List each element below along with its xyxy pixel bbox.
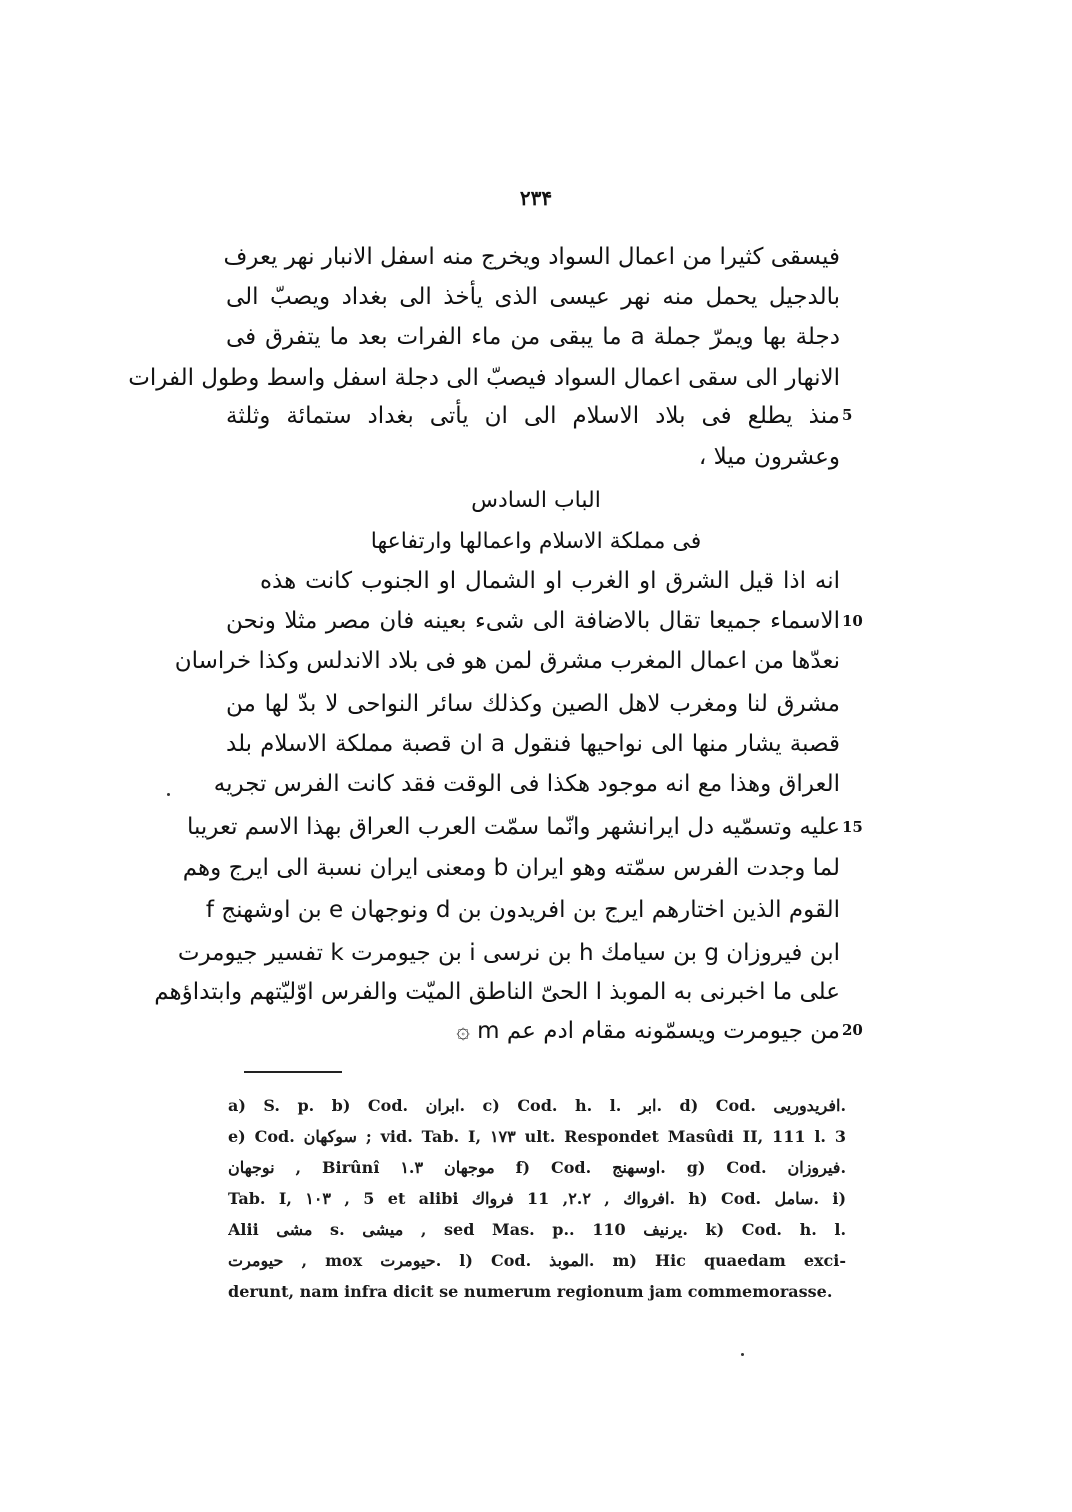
text-line: انه اذا قيل الشرق او الغرب او الشمال او الجنوب كانت هذه bbox=[260, 568, 840, 594]
text-line: من جيومرت ويسمّونه مقام ادم عم m ۞ bbox=[456, 1018, 840, 1044]
text-line: الاسماء جميعا تقال بالاضافة الى شىء بعينه فان مصر مثلا ونحن bbox=[226, 608, 840, 634]
footnote-line: a) S. p. b) Cod. ابران. c) Cod. h. l. ابر. d) Cod. افريدوريى. bbox=[228, 1096, 846, 1115]
text-line: على ما اخبرنى به الموبذ l الحىّ الناطق الميّت والفرس اوّليّتهم وابتداؤهم bbox=[154, 979, 840, 1005]
text-line: قصبة يشار منها الى نواحيها فنقول a ان قصبة مملكة الاسلام بلد bbox=[226, 731, 840, 757]
footnote-line: Alii مشى s. ميشى , sed Mas. p.. 110 يرنيف. k) Cod. h. l. bbox=[228, 1220, 846, 1239]
footnotes bbox=[228, 1090, 846, 1307]
text-line: نعدّها من اعمال المغرب مشرق لمن هو فى بلاد الاندلس وكذا خراسان bbox=[174, 648, 840, 674]
line-number: 15 bbox=[842, 818, 863, 836]
text-line: القوم الذين اختارهم ايرج بن افريدون بن d ونوجهان e بن اوشهنج f bbox=[205, 897, 840, 923]
chapter-heading: الباب السادس bbox=[471, 488, 601, 513]
line-number: 10 bbox=[842, 612, 863, 630]
text-line: مشرق لنا ومغرب لاهل الصين وكذلك سائر النواحى لا بدّ لها من bbox=[226, 691, 840, 717]
text-line: الانهار الى سقى اعمال السواد فيصبّ الى دجلة اسفل واسط وطول الفرات bbox=[128, 365, 840, 391]
scan-speck bbox=[167, 793, 170, 796]
footnote-line: حيومرت , mox حيومرت. l) Cod. الموبذ. m) Hic quaedam exci- bbox=[228, 1251, 846, 1270]
line-number: 20 bbox=[842, 1021, 863, 1039]
text-line: فيسقى كثيرا من اعمال السواد ويخرج منه اسفل الانبار نهر يعرف bbox=[223, 244, 840, 270]
scan-speck bbox=[741, 1353, 744, 1356]
line-number: 5 bbox=[842, 406, 853, 424]
text-line: وعشرون ميلا ، bbox=[698, 444, 840, 470]
footnote-line: e) Cod. سوكهان ; vid. Tab. I, ۱۷۳ ult. Respondet Masûdi II, 111 l. 3 bbox=[228, 1127, 846, 1146]
text-line: بالدجيل يحمل منه نهر عيسى الذى يأخذ الى بغداد ويصبّ الى bbox=[226, 284, 840, 310]
text-line: لما وجدت الفرس سمّته وهو ايران b ومعنى ايران نسبة الى ايرج وهم bbox=[182, 855, 840, 881]
footnote-line: derunt, nam infra dicit se numerum regionum jam commemorasse. bbox=[228, 1282, 833, 1301]
page-number: ۲۳۴ bbox=[519, 186, 553, 210]
text-line: العراق وهذا مع انه موجود هكذا فى الوقت فقد كانت الفرس تجريه bbox=[213, 771, 840, 797]
text-line: منذ يطلع فى بلاد الاسلام الى ان يأتى بغداد ستمائة وثلثة bbox=[226, 403, 840, 429]
footnote-line: نوجهان , Birûnî ۱.۳ موجهان f) Cod. اوسهنج. g) Cod. فيروزان. bbox=[228, 1158, 846, 1177]
chapter-subheading: فى مملكة الاسلام واعمالها وارتفاعها bbox=[370, 529, 702, 554]
text-line: دجلة بها ويمرّ جملة a ما يبقى من ماء الفرات بعد ما يتفرق فى bbox=[226, 324, 840, 350]
text-line: عليه وتسمّيه دل ايرانشهر وانّما سمّت العرب العراق بهذا الاسم تعريبا bbox=[186, 814, 840, 840]
text-line: ابن فيروزان g بن سيامك h بن نرسى i بن جيومرت k تفسير جيومرت bbox=[177, 940, 840, 966]
footnote-line: Tab. I, ۱۰۳ , 5 et alibi افرواك , ۲.۲, 11 فرواك. h) Cod. سامل. i) bbox=[228, 1189, 846, 1208]
footnote-divider bbox=[244, 1071, 342, 1073]
